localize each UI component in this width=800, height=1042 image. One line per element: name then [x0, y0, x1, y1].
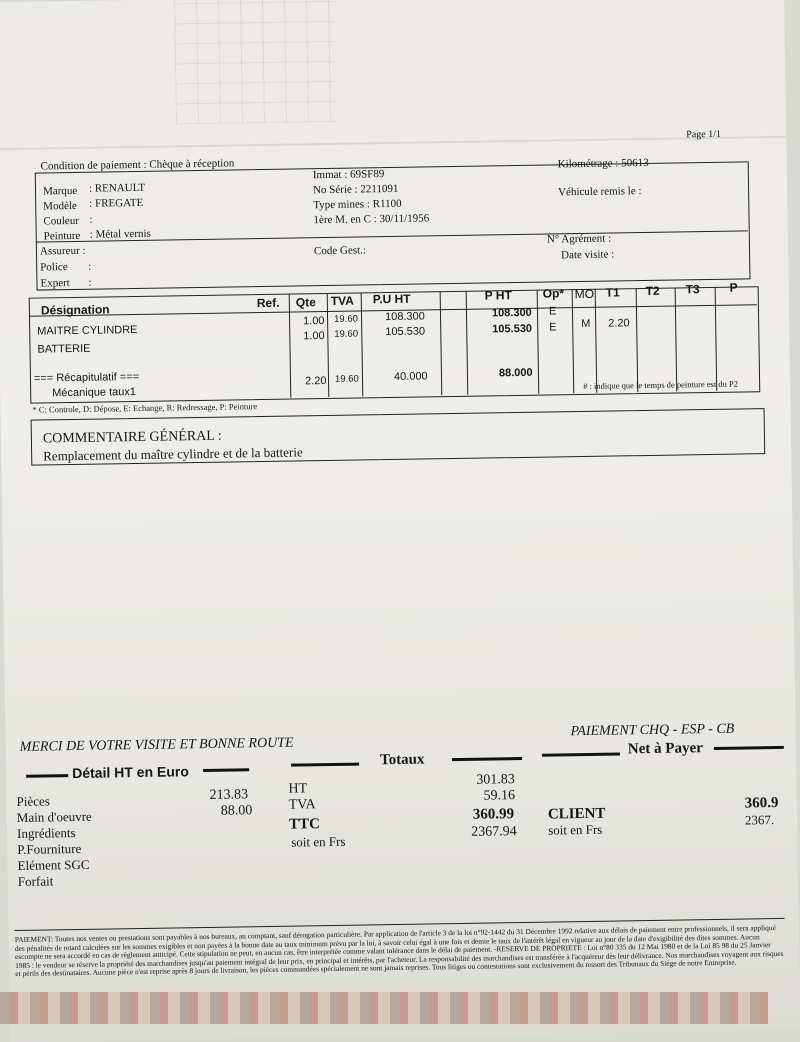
totaux-ttc-value: 360.99 [472, 806, 515, 823]
modele-label: Modèle [43, 199, 77, 213]
kilometrage: Kilométrage : 50613 [557, 156, 649, 171]
immat: Immat : 69SF89 [312, 168, 385, 182]
col-t1: T1 [605, 285, 620, 300]
police-label: Police [40, 261, 68, 274]
net-frs-label: soit en Frs [548, 821, 603, 838]
recap-pu: 40.000 [393, 370, 428, 383]
row1-qte: 1.00 [303, 315, 325, 328]
agrement: N° Agrément : [546, 232, 612, 246]
recap-qte: 2.20 [304, 375, 327, 388]
vehicle-info-box [35, 161, 751, 290]
totaux-frs-label: soit en Frs [291, 833, 346, 850]
totaux-frs-value: 2367.94 [471, 824, 517, 840]
totaux-tva-value: 59.16 [483, 788, 516, 804]
paint-note: # : indique que le temps de peinture est du P2 [583, 378, 739, 391]
date-visite: Date visite : [561, 248, 615, 262]
recap-title: === Récapitulatif === [33, 370, 140, 385]
op-legend: * C: Controle, D: Dépose, E: Echange, R: Redressage, P: Peinture [32, 401, 258, 415]
row1-designation: MAITRE CYLINDRE [37, 323, 138, 338]
col-p-ht: P HT [484, 288, 512, 303]
net-rule-left [542, 752, 620, 756]
comment-text: Remplacement du maître cylindre et de la batterie [43, 444, 303, 464]
col-t2: T2 [645, 283, 660, 299]
totaux-tva-label: TVA [288, 797, 316, 813]
bleed-through-grid [174, 0, 336, 124]
comment-title: COMMENTAIRE GÉNÉRAL : [42, 428, 222, 447]
peinture-value: : Métal vernis [89, 227, 151, 241]
net-client-value: 360.9 [744, 794, 779, 812]
marque-value: : RENAULT [88, 181, 146, 195]
expert-label: Expert [40, 277, 70, 290]
row2-qte: 1.00 [303, 330, 325, 343]
net-title: Net à Payer [627, 740, 703, 758]
detail-main-oeuvre-label: Main d'oeuvre [16, 808, 92, 825]
detail-forfait-label: Forfait [17, 873, 54, 889]
recap-designation: Mécanique taux1 [52, 386, 137, 400]
detail-pieces-value: 213.83 [209, 787, 249, 803]
page-number: Page 1/1 [686, 128, 722, 141]
recap-tva: 19.60 [334, 373, 359, 385]
col-op: Op* [542, 286, 565, 301]
row1-pht: 108.300 [491, 306, 532, 320]
paper-fold [0, 136, 786, 150]
row1-pu: 108.300 [384, 310, 425, 324]
col-mo: MO [574, 286, 595, 302]
detail-title-rule-right [203, 768, 249, 772]
totaux-rule-left [291, 763, 359, 767]
row2-pht: 105.530 [492, 322, 533, 336]
payment-modes: PAIEMENT CHQ - ESP - CB [570, 721, 735, 740]
row1-tva: 19.60 [333, 313, 358, 325]
row2-tva: 19.60 [334, 328, 359, 340]
payment-condition: Condition de paiement : Chèque à réception [40, 157, 235, 173]
row2-pu: 105.530 [385, 325, 426, 339]
no-serie: No Série : 2211091 [312, 182, 399, 197]
thanks-message: MERCI DE VOTRE VISITE ET BONNE ROUTE [19, 735, 294, 755]
col-pu-ht: P.U HT [372, 291, 411, 307]
col-tva: TVA [330, 293, 354, 308]
row1-mo: M [581, 317, 591, 331]
net-rule-right [714, 746, 784, 750]
legal-footer: PAIEMENT: Toutes nos ventes ou prestations sont payables à nos bureaux, au comptant, sauf dérogation particulière. Par application de l'article 3 de la loi n°92-1442 du 31 Décembre 1992 relative aux délais de paiement entre professionnels, il sera appliqué des pénalités de retard calculées sur les sommes exigibles et non payées à la bonne date au taux minimum prévu par la loi, à savoir celui égal à une fois et demie le taux de l'intérêt légal en vigueur au jour de la date d'exigibilité des dites sommes. Aucun escompte ne sera accordé en cas de règlement anticipé. Cette stipulation ne peut, en aucun cas, être interprétée comme valant tolérance dans le délai de paiement. -RESERVE DE PROPRIETE : Loi n°80 335 du 12 Mai 1980 et de la Loi 85 98 du 25 Janvier 1985 : le vendeur se réserve la propriété des marchandises jusqu'au paiement intégral de leur prix, en principal et intérêts, par l'acheteur. La responsabilité des marchandises est transférée à l'acquéreur dès leur délivrance. Nos marchandises voyagent aux risques et périls des destinataires. Aucune pièce n'est reprise après 8 jours de livraison, les pièces commandées spécialement ne sont jamais reprises. Tous litiges ou contestations sont exclusivement du ressort des Tribunaux du Siège de notre Entreprise. [14, 923, 784, 979]
totaux-ht-label: HT [288, 781, 308, 797]
vehicule-remis: Véhicule remis le : [558, 185, 642, 199]
detail-pfourniture-label: P.Fourniture [17, 840, 82, 857]
totaux-rule-right [452, 757, 522, 761]
detail-title-rule-left [26, 774, 68, 778]
background-surface [0, 992, 768, 1024]
marque-label: Marque [42, 184, 78, 198]
peinture-label: Peinture [43, 229, 81, 243]
row2-op: E [549, 321, 557, 334]
detail-main-oeuvre-value: 88.00 [220, 803, 253, 819]
col-qte: Qte [295, 295, 316, 310]
row1-t1: 2.20 [608, 317, 630, 330]
assureur: Assureur : [39, 244, 86, 258]
col-ref: Ref. [256, 295, 280, 311]
col-p: P [729, 280, 738, 295]
net-frs-value: 2367. [744, 812, 775, 828]
premiere-mise-en-circulation: 1ère M. en C : 30/11/1956 [313, 212, 430, 227]
code-gest: Code Gest.: [313, 244, 367, 258]
police-colon: : [88, 260, 92, 273]
recap-pht: 88.000 [498, 366, 533, 380]
row2-designation: BATTERIE [37, 342, 91, 356]
type-mines: Type mines : R1100 [313, 197, 402, 212]
detail-pieces-label: Pièces [16, 793, 50, 809]
expert-colon: : [88, 276, 92, 289]
net-client-label: CLIENT [547, 805, 606, 823]
couleur-value: : [89, 213, 93, 226]
totaux-ht-value: 301.83 [476, 772, 515, 788]
detail-element-sgc-label: Elément SGC [17, 856, 90, 873]
modele-value: : FREGATE [89, 196, 144, 210]
detail-ingredients-label: Ingrédients [16, 825, 76, 841]
col-t3: T3 [685, 282, 700, 297]
couleur-label: Couleur [43, 214, 80, 228]
col-designation: Désignation [40, 302, 110, 318]
detail-title: Détail HT en Euro [72, 763, 189, 782]
totaux-ttc-label: TTC [288, 816, 320, 833]
row1-op: E [548, 305, 557, 318]
totaux-title: Totaux [379, 751, 425, 769]
